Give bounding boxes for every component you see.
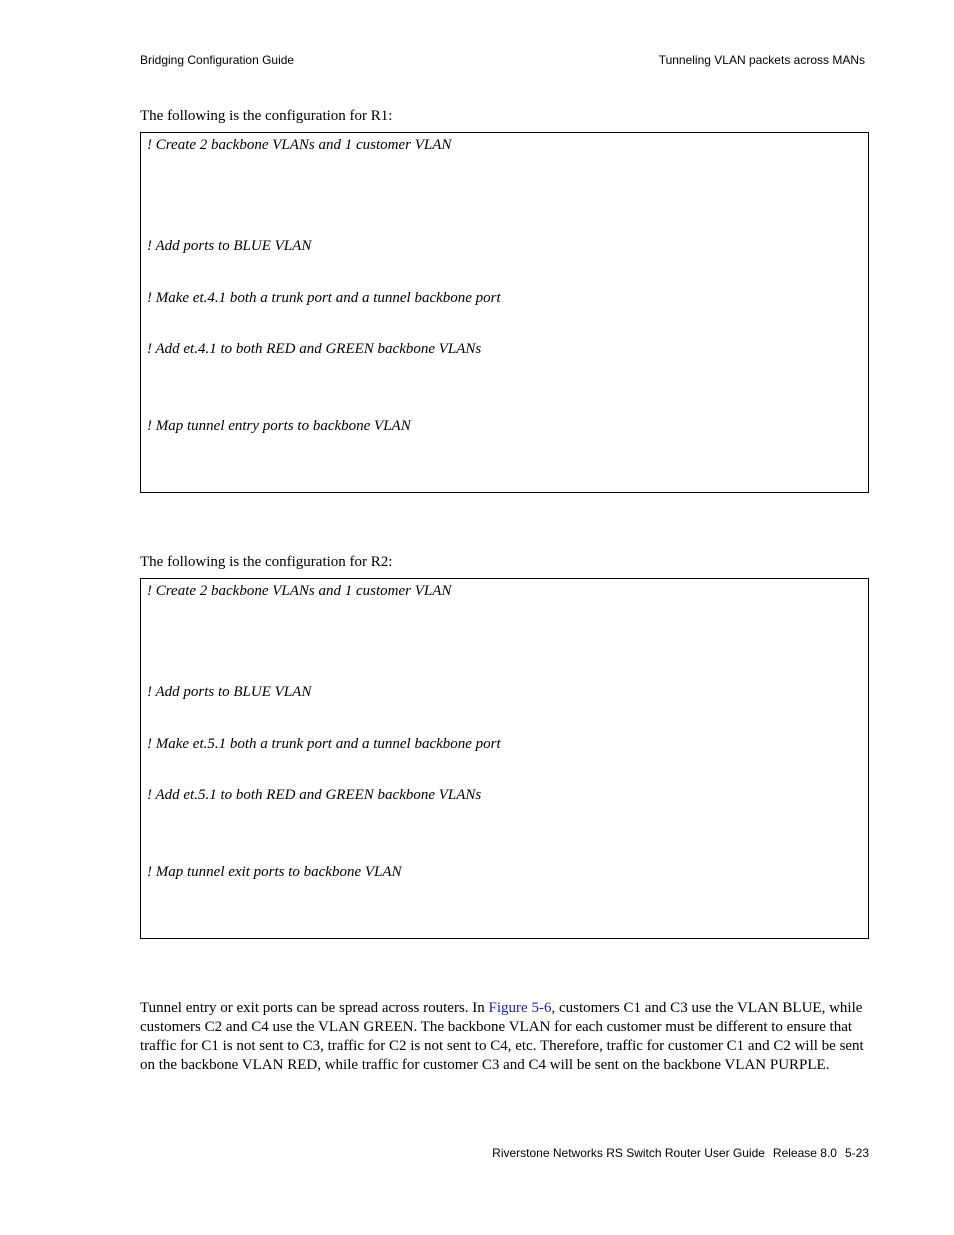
body-paragraph xyxy=(140,999,872,1075)
footer-page-number: 5-23 xyxy=(844,1146,869,1160)
r1-config-box xyxy=(140,132,869,493)
r1-comment-add-backbone: ! Add et.4.1 to both RED and GREEN backbone VLANs xyxy=(147,341,482,357)
running-header-right: Tunneling VLAN packets across MANs xyxy=(658,53,865,67)
paragraph-text-start: Tunnel entry or exit ports can be spread across routers. In xyxy=(140,1000,489,1016)
footer-title: Riverstone Networks RS Switch Router User Guide xyxy=(492,1146,765,1160)
r1-comment-trunk-port: ! Make et.4.1 both a trunk port and a tunnel backbone port xyxy=(147,290,501,306)
r2-comment-create-vlans: ! Create 2 backbone VLANs and 1 customer VLAN xyxy=(147,583,452,599)
running-footer xyxy=(484,1146,869,1160)
r1-comment-add-ports: ! Add ports to BLUE VLAN xyxy=(147,238,312,254)
r1-config-intro: The following is the configuration for R1: xyxy=(140,108,393,124)
r2-config-intro: The following is the configuration for R2: xyxy=(140,554,393,570)
r2-comment-trunk-port: ! Make et.5.1 both a trunk port and a tunnel backbone port xyxy=(147,736,501,752)
paragraph-text-end: , customers C1 and C3 use the VLAN BLUE, while customers C2 and C4 use the VLAN GREEN. The backbone VLAN for each customer must be different to ensure that traffic for C1 is not sent to C3, traffic for C2 is not sent to C4, etc. Therefore, traffic for customer C1 and C2 will be sent on the backbone VLAN RED, while traffic for customer C3 and C4 will be sent on the backbone VLAN PURPLE. xyxy=(140,1000,864,1073)
r2-comment-add-backbone: ! Add et.5.1 to both RED and GREEN backbone VLANs xyxy=(147,787,482,803)
r2-comment-add-ports: ! Add ports to BLUE VLAN xyxy=(147,684,312,700)
r1-comment-create-vlans: ! Create 2 backbone VLANs and 1 customer VLAN xyxy=(147,137,452,153)
running-header-left: Bridging Configuration Guide xyxy=(140,53,295,67)
r1-comment-map-tunnel: ! Map tunnel entry ports to backbone VLAN xyxy=(147,418,411,434)
footer-release: Release 8.0 xyxy=(772,1146,837,1160)
figure-link[interactable]: Figure 5-6 xyxy=(488,1000,552,1016)
r2-config-box xyxy=(140,578,869,939)
r2-comment-map-tunnel: ! Map tunnel exit ports to backbone VLAN xyxy=(147,864,402,880)
